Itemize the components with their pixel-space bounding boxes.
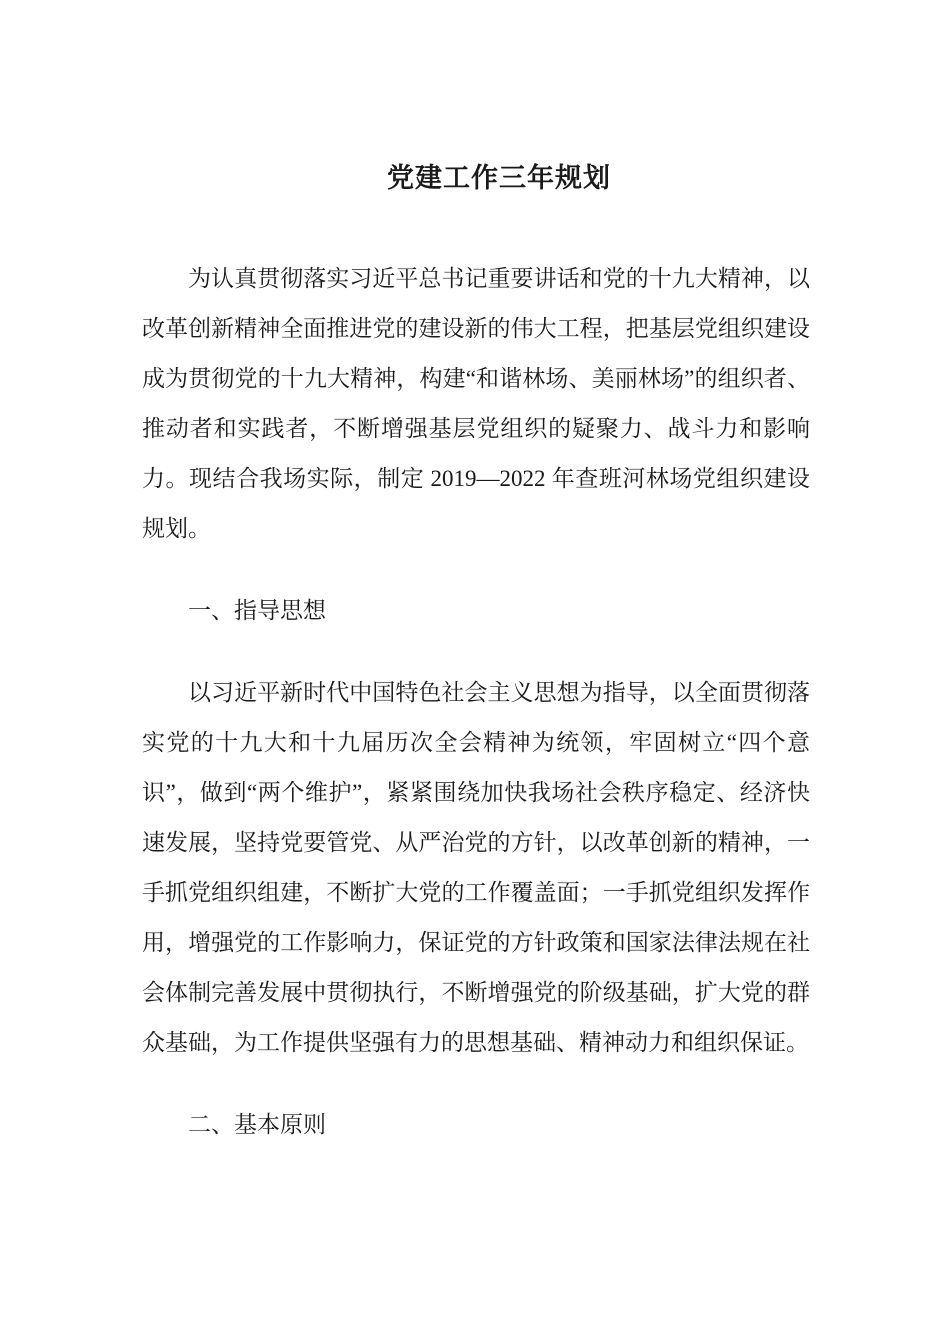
paragraph-guiding-ideology: 以习近平新时代中国特色社会主义思想为指导，以全面贯彻落实党的十九大和十九届历次全会精神为统领，牢固树立“四个意识”，做到“两个维护”，紧紧围绕加快我场社会秩序稳定、经济快速发展，坚持党要管党、从严治党的方针，以改革创新的精神，一手抓党组织组建，不断扩大党的工作覆盖面；一手抓党组织发挥作用，增强党的工作影响力，保证党的方针政策和国家法律法规在社会体制完善发展中贯彻执行，不断增强党的阶级基础，扩大党的群众基础，为工作提供坚强有力的思想基础、精神动力和组织保证。 — [142, 680, 810, 1055]
section-heading-basic-principles: 二、基本原则 — [188, 1112, 326, 1137]
document-title: 党建工作三年规划 — [387, 163, 611, 193]
paragraph-intro: 为认真贯彻落实习近平总书记重要讲话和党的十九大精神，以改革创新精神全面推进党的建设新的伟大工程，把基层党组织建设成为贯彻党的十九大精神，构建“和谐林场、美丽林场”的组织者、推动者和实践者，不断增强基层党组织的疑聚力、战斗力和影响力。现结合我场实际，制定 2019—2022 年查班河林场党组织建设规划。 — [142, 266, 810, 541]
section-heading-guiding-ideology: 一、指导思想 — [188, 598, 326, 623]
